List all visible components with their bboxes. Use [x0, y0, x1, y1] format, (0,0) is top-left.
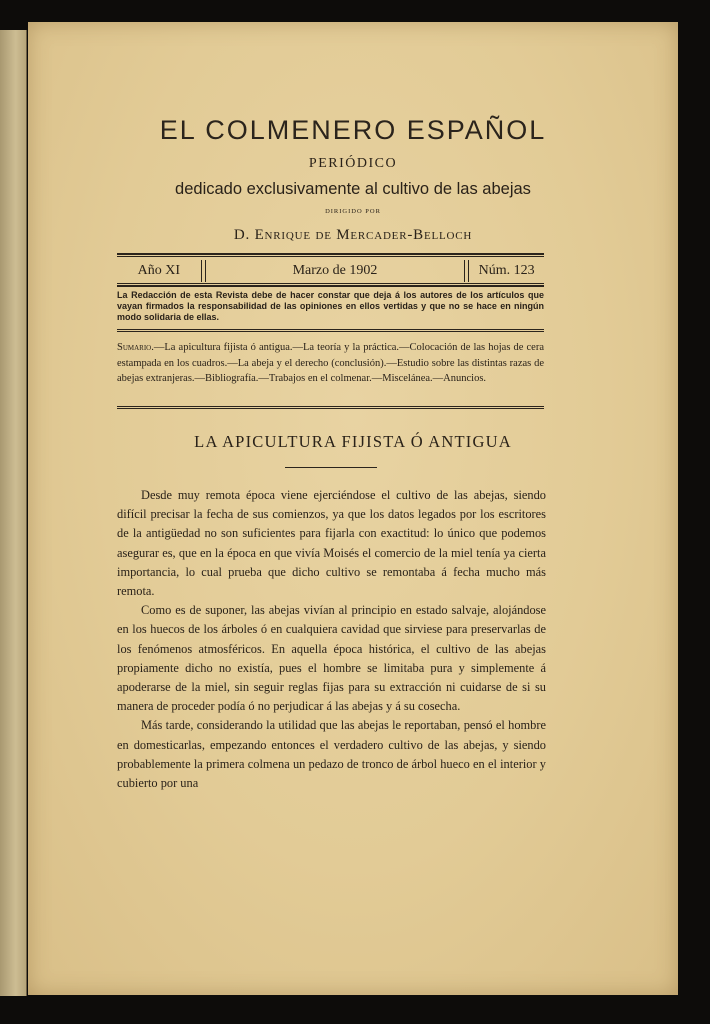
article-title-rule: [285, 467, 377, 468]
header-rule-bottom: [117, 285, 544, 287]
issue-date: Marzo de 1902: [292, 263, 378, 278]
article-paragraph: Más tarde, considerando la utilidad que las abejas le reportaban, pensó el hombre en domesticarlas, empezando entonces el verdadero cultivo de las abejas, y siendo probablemente la primera colmena un pedazo de tronco de árbol hueco en el interior y cubierto por una: [117, 718, 546, 791]
article-paragraph: Como es de suponer, las abejas vivían al principio en estado salvaje, alojándose en los huecos de los árboles ó en cualquiera cavidad que sirviese para preservarlas de los fenómenos atmosféricos. En aquella época histórica, el cultivo de las abejas propiamente dicho no existía, pues el hombre se limitaba pura y simplemente á apoderarse de la miel, sin seguir reglas fijas para su extracción ni cuidarse de si su manera de proceder podía ó no perjudicar á las abejas y á su cosecha.: [117, 603, 546, 714]
summary-label: Sumario.: [117, 342, 154, 353]
directed-by-label: DIRIGIDO POR: [325, 208, 381, 215]
header-rule-top: [117, 253, 544, 255]
issue-info-bar: [117, 258, 544, 284]
header-rule-top-thin: [117, 256, 544, 257]
journal-subtitle: PERIÓDICO: [308, 156, 398, 171]
editorial-notice: La Redacción de esta Revista debe de hacer constar que deja á los autores de los artículos que vayan firmados la responsabilidad de las opiniones en ellos vertidas y que no se hace en ningún modo solidaria de ellas.: [117, 290, 544, 322]
issue-year: Año XI: [137, 263, 180, 278]
adjacent-page-edge: [0, 30, 27, 996]
article-body: [117, 486, 546, 793]
journal-page: [28, 22, 678, 995]
article-title: LA APICULTURA FIJISTA Ó ANTIGUA: [194, 432, 512, 451]
notice-rule: [117, 329, 544, 330]
notice-rule-thin: [117, 331, 544, 332]
issue-number: Núm. 123: [478, 263, 535, 278]
editor-name: D. Enrique de Mercader-Belloch: [233, 227, 473, 243]
journal-title: EL COLMENERO ESPAÑOL: [159, 115, 547, 145]
summary: [117, 340, 544, 387]
journal-description: dedicado exclusivamente al cultivo de las abejas: [175, 180, 531, 198]
summary-text: —La apicultura fijista ó antigua.—La teoría y la práctica.—Colocación de las hojas de cera estampada en los cuadros.—La abeja y el derecho (conclusión).—Estudio sobre las distintas razas de abejas extranjeras.—Bibliografía.—Trabajos en el colmenar.—Miscelánea.—Anuncios.: [117, 342, 544, 384]
article-paragraph: Desde muy remota época viene ejerciéndose el cultivo de las abejas, siendo difícil precisar la fecha de sus comienzos, ya que los datos legados por los escritores de la antigüedad no son suficientes para fijarla con exactitud: lo único que podemos asegurar es, que en la época en que vivía Moisés el comercio de la miel tenía ya cierta importancia, lo cual prueba que dicho cultivo se remontaba á fecha mucho más remota.: [117, 488, 546, 599]
header-rule-bottom-thin: [117, 283, 544, 284]
summary-rule-thin: [117, 408, 544, 409]
summary-rule: [117, 406, 544, 407]
